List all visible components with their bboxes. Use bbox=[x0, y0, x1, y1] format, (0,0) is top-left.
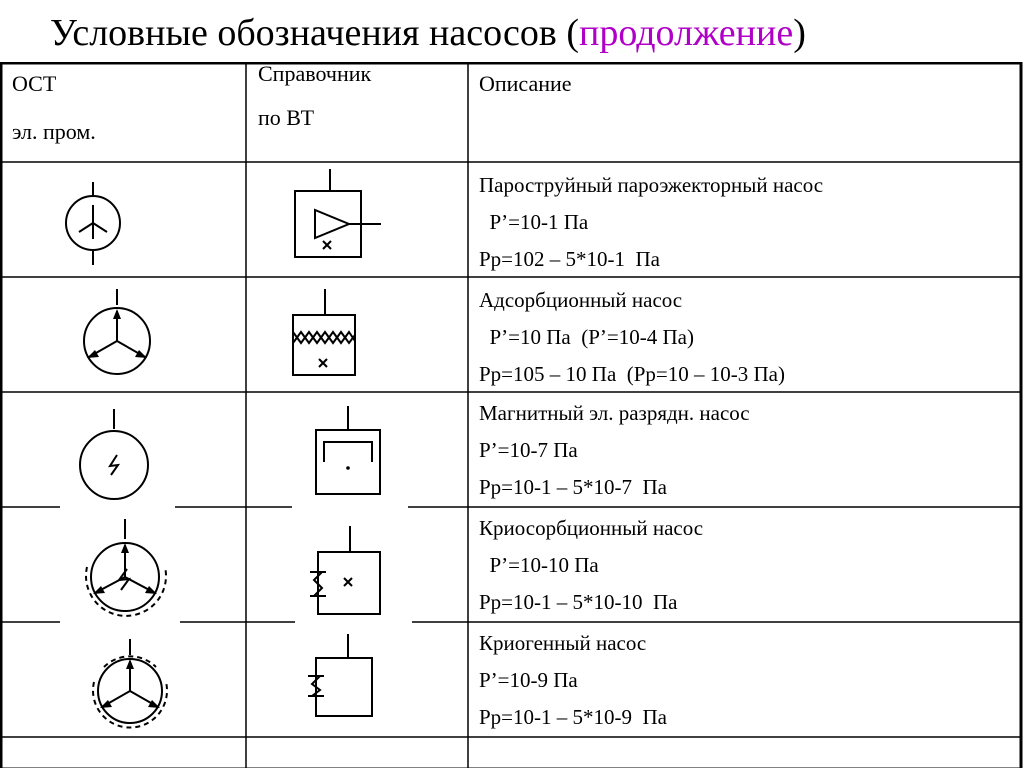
row-4-title: Криосорбционный насос bbox=[479, 516, 704, 540]
row-4-pressure-limit: Р’=10-10 Па bbox=[479, 553, 599, 577]
steam-jet-pump-ref-symbol bbox=[285, 167, 385, 267]
row-4-description bbox=[479, 510, 703, 621]
title-prefix: Условные обозначения насосов ( bbox=[50, 12, 579, 54]
row-2-description bbox=[479, 282, 785, 393]
row-3-title: Магнитный эл. разрядн. насос bbox=[479, 401, 750, 425]
magnetic-discharge-pump-symbol bbox=[75, 407, 155, 507]
row-3-description bbox=[479, 395, 750, 506]
row-1-title: Пароструйный пароэжекторный насос bbox=[479, 173, 824, 197]
cryogenic-pump-ref-symbol bbox=[298, 632, 388, 727]
row-1-working-range: Рр=102 – 5*10-1 Па bbox=[479, 247, 661, 271]
row-5-description bbox=[479, 625, 667, 736]
row-1-pressure-limit: Р’=10-1 Па bbox=[479, 210, 589, 234]
pump-symbols-table bbox=[0, 62, 1024, 768]
row-2-title: Адсорбционный насос bbox=[479, 288, 683, 312]
cryosorption-pump-symbol bbox=[75, 517, 175, 627]
row-1-description bbox=[479, 167, 823, 278]
magnetic-discharge-pump-ref-symbol bbox=[310, 404, 390, 499]
header-description: Описание bbox=[479, 71, 572, 96]
title-accent: продолжение bbox=[578, 12, 794, 54]
header-ost bbox=[12, 56, 96, 160]
row-4-working-range: Рр=10-1 – 5*10-10 Па bbox=[479, 590, 678, 614]
adsorption-pump-symbol bbox=[75, 287, 165, 377]
title-suffix: ) bbox=[793, 12, 806, 54]
adsorption-pump-ref-symbol bbox=[285, 287, 365, 377]
row-3-working-range: Рр=10-1 – 5*10-7 Па bbox=[479, 475, 667, 499]
row-5-working-range: Рр=10-1 – 5*10-9 Па bbox=[479, 705, 667, 729]
cryosorption-pump-ref-symbol bbox=[298, 524, 388, 624]
header-ref-line1: Справочник bbox=[258, 61, 372, 86]
header-ost-line1: ОСТ bbox=[12, 71, 57, 96]
header-reference bbox=[258, 56, 371, 136]
row-2-working-range: Рр=105 – 10 Па (Рр=10 – 10-3 Па) bbox=[479, 362, 785, 386]
page-title bbox=[50, 8, 806, 58]
row-2-pressure-limit: Р’=10 Па (Р’=10-4 Па) bbox=[479, 325, 694, 349]
header-ost-line2: эл. пром. bbox=[12, 119, 96, 144]
cryogenic-pump-symbol bbox=[80, 637, 180, 737]
row-5-title: Криогенный насос bbox=[479, 631, 647, 655]
steam-jet-pump-symbol bbox=[55, 177, 135, 267]
header-ref-line2: по ВТ bbox=[258, 105, 315, 130]
row-3-pressure-limit: Р’=10-7 Па bbox=[479, 438, 578, 462]
row-5-pressure-limit: Р’=10-9 Па bbox=[479, 668, 578, 692]
